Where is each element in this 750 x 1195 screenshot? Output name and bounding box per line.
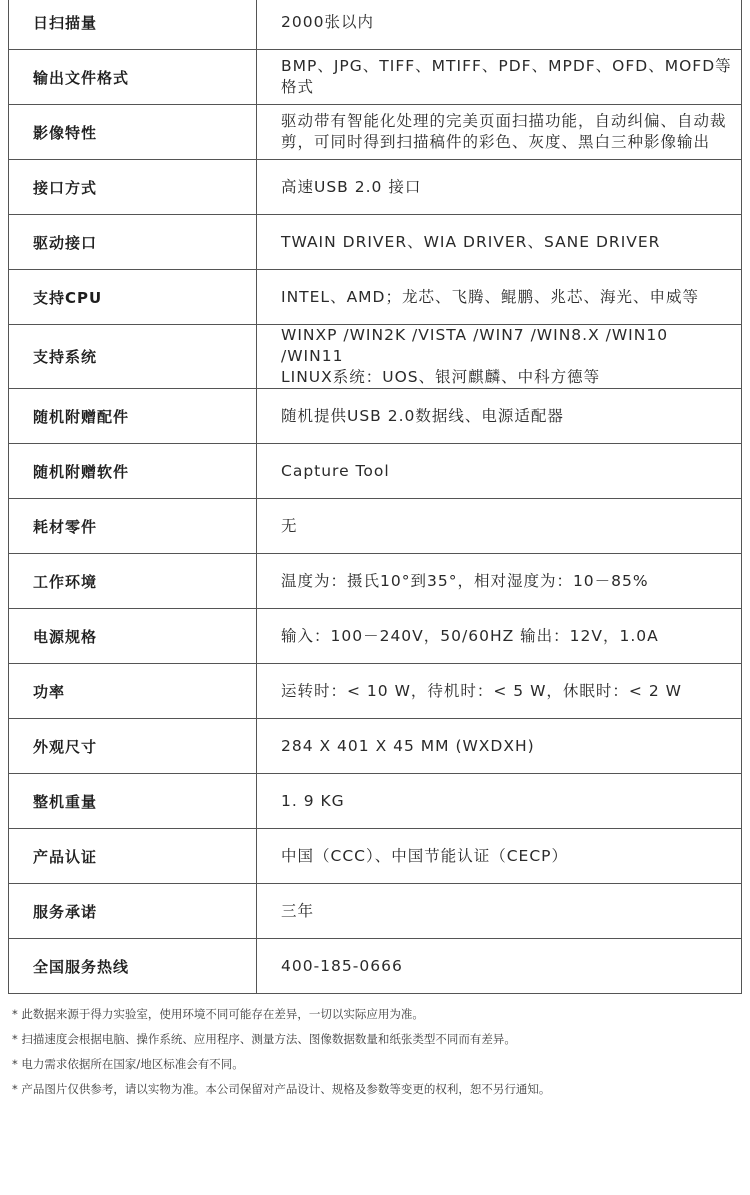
spec-row-driver — [9, 215, 742, 270]
spec-value: 2000张以内 — [257, 0, 742, 50]
spec-row-image-features — [9, 105, 742, 160]
spec-value: BMP、JPG、TIFF、MTIFF、PDF、MPDF、OFD、MOFD等格式 — [257, 50, 742, 105]
spec-value: TWAIN DRIVER、WIA DRIVER、SANE DRIVER — [257, 215, 742, 270]
spec-label: 接口方式 — [9, 160, 257, 215]
spec-label: 支持CPU — [9, 270, 257, 325]
spec-row-daily-scan — [9, 0, 742, 50]
spec-value: WINXP /WIN2K /VISTA /WIN7 /WIN8.X /WIN10 /WIN11 LINUX系统：UOS、银河麒麟、中科方德等 — [257, 325, 742, 389]
spec-label: 功率 — [9, 664, 257, 719]
spec-label: 外观尺寸 — [9, 719, 257, 774]
spec-label: 产品认证 — [9, 829, 257, 884]
spec-table-body — [9, 0, 742, 994]
spec-label: 驱动接口 — [9, 215, 257, 270]
spec-value: INTEL、AMD；龙芯、飞腾、鲲鹏、兆芯、海光、申威等 — [257, 270, 742, 325]
spec-label: 输出文件格式 — [9, 50, 257, 105]
footnote: * 扫描速度会根据电脑、操作系统、应用程序、测量方法、图像数据数量和纸张类型不同而有差异。 — [12, 1032, 516, 1046]
spec-value: 输入：100－240V，50/60HZ 输出：12V，1.0A — [257, 609, 742, 664]
spec-row-consumables — [9, 499, 742, 554]
spec-value: 三年 — [257, 884, 742, 939]
spec-label: 日扫描量 — [9, 0, 257, 50]
spec-row-cpu — [9, 270, 742, 325]
spec-label: 影像特性 — [9, 105, 257, 160]
spec-value: Capture Tool — [257, 444, 742, 499]
spec-value: 284 X 401 X 45 MM (WXDXH) — [257, 719, 742, 774]
spec-value: 运转时：< 10 W，待机时：< 5 W，休眠时：< 2 W — [257, 664, 742, 719]
spec-label: 服务承诺 — [9, 884, 257, 939]
footnote: * 电力需求依据所在国家/地区标准会有不同。 — [12, 1057, 244, 1071]
spec-row-interface — [9, 160, 742, 215]
spec-label: 工作环境 — [9, 554, 257, 609]
spec-label: 随机附赠软件 — [9, 444, 257, 499]
spec-row-power-consumption — [9, 664, 742, 719]
spec-value: 400-185-0666 — [257, 939, 742, 994]
spec-value: 随机提供USB 2.0数据线、电源适配器 — [257, 389, 742, 444]
spec-label: 电源规格 — [9, 609, 257, 664]
spec-row-hotline — [9, 939, 742, 994]
spec-row-os — [9, 325, 742, 389]
spec-row-software — [9, 444, 742, 499]
spec-label: 支持系统 — [9, 325, 257, 389]
spec-row-accessories — [9, 389, 742, 444]
spec-row-power-spec — [9, 609, 742, 664]
spec-value: 驱动带有智能化处理的完美页面扫描功能，自动纠偏、自动裁 剪，可同时得到扫描稿件的彩色、灰度、黑白三种影像输出 — [257, 105, 742, 160]
spec-value: 无 — [257, 499, 742, 554]
spec-value: 温度为：摄氏10°到35°，相对湿度为：10－85% — [257, 554, 742, 609]
spec-row-dimensions — [9, 719, 742, 774]
spec-table — [8, 0, 742, 994]
spec-label: 整机重量 — [9, 774, 257, 829]
footnote: * 此数据来源于得力实验室，使用环境不同可能存在差异，一切以实际应用为准。 — [12, 1007, 424, 1021]
spec-row-warranty — [9, 884, 742, 939]
spec-label: 耗材零件 — [9, 499, 257, 554]
spec-row-output-format — [9, 50, 742, 105]
spec-row-environment — [9, 554, 742, 609]
spec-label: 全国服务热线 — [9, 939, 257, 994]
spec-row-certification — [9, 829, 742, 884]
spec-row-weight — [9, 774, 742, 829]
footnotes — [12, 1002, 742, 1102]
spec-label: 随机附赠配件 — [9, 389, 257, 444]
spec-value: 1. 9 KG — [257, 774, 742, 829]
spec-value: 中国（CCC）、中国节能认证（CECP） — [257, 829, 742, 884]
spec-value: 高速USB 2.0 接口 — [257, 160, 742, 215]
footnote: * 产品图片仅供参考，请以实物为准。本公司保留对产品设计、规格及参数等变更的权利，恕不另行通知。 — [12, 1082, 551, 1096]
